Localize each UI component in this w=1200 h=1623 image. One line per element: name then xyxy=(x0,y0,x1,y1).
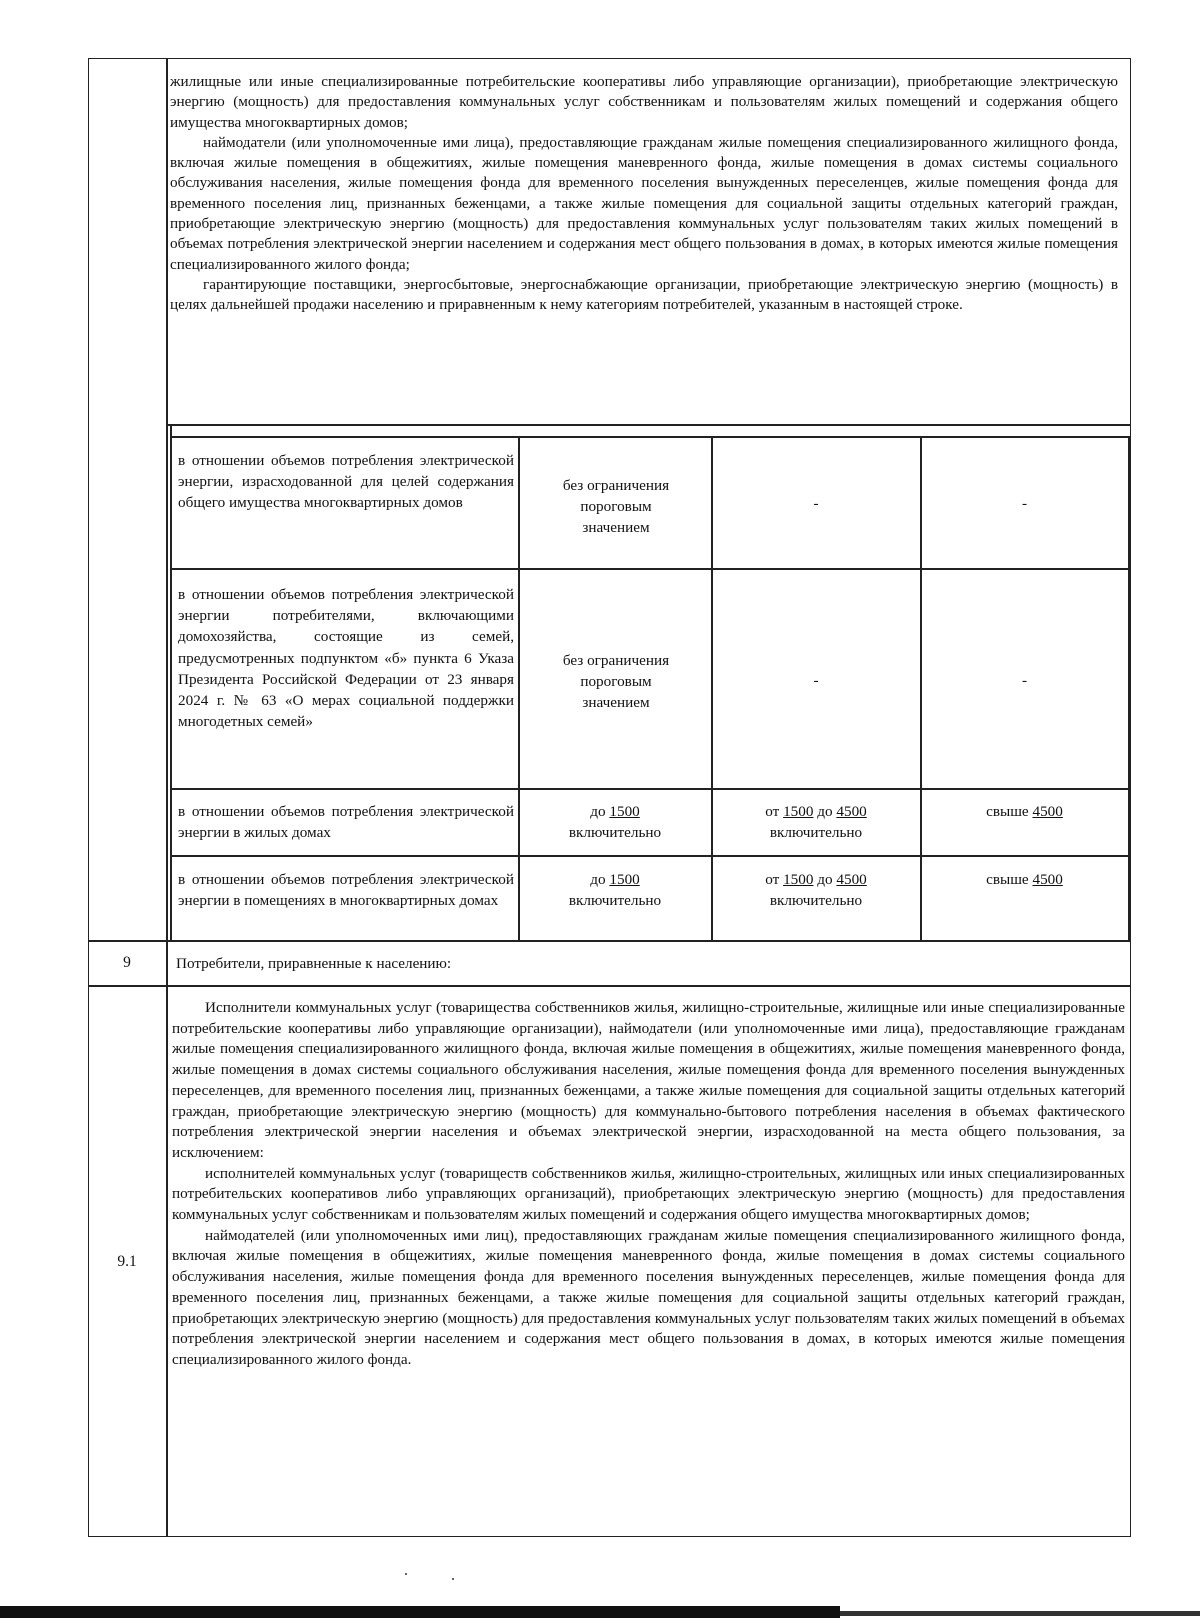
row-1-col2: - xyxy=(813,495,819,512)
desc-column-divider xyxy=(518,436,520,940)
top-text-divider xyxy=(166,424,1131,426)
row-4-col2-threshold-low: 1500 xyxy=(783,871,814,888)
number-column-divider xyxy=(166,58,168,1537)
row-3-col1 xyxy=(519,801,711,843)
scan-edge-bar xyxy=(0,1606,840,1618)
top-paragraph-1: жилищные или иные специализированные потребительские кооперативы либо управляющие организации), приобретающие электрическую энергию (мощность) для предоставления коммунальных услуг собственникам и пользователям жилых помещений и содержания общего имущества многоквартирных домов; xyxy=(170,73,1118,131)
section-9-1-paragraph-1: Исполнители коммунальных услуг (товарищества собственников жилья, жилищно-строительные, жилищные или иные специализированные потребительские кооперативы либо управляющие организации), наймодатели (или уполномоченные ими лица), предоставляющие гражданам жилые помещения специализированного жилищного фонда, включая жилые помещения в общежитиях, жилые помещения маневренного фонда, жилые помещения в домах системы социального обслуживания населения, жилые помещения фонда для временного поселения вынужденных переселенцев, для временного поселения лиц, признанных беженцами, а также жилые помещения для социальной защиты отдельных категорий граждан, приобретающие электрическую энергию (мощность) для коммунально-бытового потребления населения в объемах фактического потребления электрической энергии населения и объемах электрической энергии, израсходованной на места общего пользования, за исключением: xyxy=(172,999,1125,1161)
row-3-description: в отношении объемов потребления электрической энергии в жилых домах xyxy=(178,803,514,842)
row-3-col3 xyxy=(921,801,1128,822)
row-4-col3-threshold: 4500 xyxy=(1032,871,1063,888)
row-3-col3-threshold: 4500 xyxy=(1032,803,1063,820)
section-9-1-paragraph-2: исполнителей коммунальных услуг (товариществ собственников жилья, жилищно-строительных, жилищных или иных специализированных потребительских кооперативов либо управляющих организаций), приобретающих электрическую энергию (мощность) для предоставления коммунальных услуг собственникам и пользователям жилых помещений и содержания общего имущества многоквартирных домов; xyxy=(172,1164,1125,1224)
row-3-col2-prefix: от xyxy=(765,803,784,820)
row-3-col2 xyxy=(712,801,920,843)
row-3-col2-mid: до xyxy=(813,803,837,820)
row-divider-2 xyxy=(170,788,1130,790)
row-4-col2-threshold-high: 4500 xyxy=(836,871,867,888)
row-4-col1-prefix: до xyxy=(590,871,610,888)
row-4-col1-threshold: 1500 xyxy=(609,871,640,888)
row-4-description: в отношении объемов потребления электрической энергии в помещениях в многоквартирных домах xyxy=(178,871,514,910)
row-3-col2-suffix: включительно xyxy=(769,824,863,842)
section-9-divider xyxy=(88,985,1131,987)
row-4-col2 xyxy=(712,869,920,911)
row-2-col1: без ограничения пороговым значением xyxy=(562,652,670,712)
section-9-1-text xyxy=(172,998,1125,1528)
inner-table-right-border xyxy=(1128,436,1130,940)
row-2-col2: - xyxy=(813,672,819,689)
row-3-col2-threshold-high: 4500 xyxy=(836,803,867,820)
inner-table-top-border xyxy=(170,436,1130,438)
inner-table-bottom-border xyxy=(88,940,1131,942)
row-4-col2-suffix: включительно xyxy=(769,892,863,910)
row-1-col3: - xyxy=(1021,495,1028,512)
row-3-col1-threshold: 1500 xyxy=(609,803,640,820)
row-3-col1-suffix: включительно xyxy=(568,824,662,842)
row-4-col2-prefix: от xyxy=(765,871,784,888)
section-9-title: Потребители, приравненные к населению: xyxy=(176,955,452,972)
row-3-col3-prefix: свыше xyxy=(986,803,1033,820)
row-2-description: в отношении объемов потребления электрической энергии потребителями, включающими домохозяйства, состоящие из семей, предусмотренных подпунктом «б» пункта 6 Указа Президента Российской Федерации от 23 января 2024 г. № 63 «О мерах социальной поддержки многодетных семей» xyxy=(178,586,514,731)
scan-speck xyxy=(405,1573,407,1575)
row-divider-1 xyxy=(170,568,1130,570)
top-paragraph-2: наймодатели (или уполномоченные ими лица), предоставляющие гражданам жилые помещения специализированного жилищного фонда, включая жилые помещения в общежитиях, жилые помещения маневренного фонда, жилые помещения в домах системы социального обслуживания населения, жилые помещения фонда для временного поселения вынужденных переселенцев, жилые помещения фонда для временного поселения лиц, признанных беженцами, а также жилые помещения для социальной защиты отдельных категорий граждан, приобретающие электрическую энергию (мощность) для предоставления коммунальных услуг пользователям таких жилых помещений в объемах потребления электрической энергии населением и содержания мест общего пользования в домах, в которых имеются жилые помещения специализированного жилого фонда; xyxy=(170,133,1118,273)
top-paragraph-3: гарантирующие поставщики, энергосбытовые, энергоснабжающие организации, приобретающие электрическую энергию (мощность) в целях дальнейшей продажи населению и приравненным к нему категориям потребителей, указанным в настоящей строке. xyxy=(170,275,1118,314)
section-9-1-number: 9.1 xyxy=(117,1253,137,1270)
row-3-col2-threshold-low: 1500 xyxy=(783,803,814,820)
row-4-col1 xyxy=(519,869,711,911)
row-1-description: в отношении объемов потребления электрической энергии, израсходованной для целей содержания общего имущества многоквартирных домов xyxy=(178,452,514,512)
row-4-col3-prefix: свыше xyxy=(986,871,1033,888)
section-9-number: 9 xyxy=(123,954,131,971)
row-4-col3 xyxy=(921,869,1128,890)
row-1-col1: без ограничения пороговым значением xyxy=(562,477,670,537)
scan-edge-bar-right xyxy=(840,1611,1200,1616)
row-divider-3 xyxy=(170,855,1130,857)
top-text-block xyxy=(170,72,1118,424)
row-2-col3: - xyxy=(1021,672,1028,689)
scan-speck xyxy=(452,1578,454,1580)
row-3-col1-prefix: до xyxy=(590,803,610,820)
row-4-col1-suffix: включительно xyxy=(568,892,662,910)
row-4-col2-mid: до xyxy=(813,871,837,888)
section-9-1-paragraph-3: наймодателей (или уполномоченных ими лиц), предоставляющих гражданам жилые помещения специализированного жилищного фонда, включая жилые помещения в общежитиях, жилые помещения маневренного фонда, жилые помещения в домах системы социального обслуживания населения, жилые помещения фонда для временного поселения вынужденных переселенцев, жилые помещения фонда для временного поселения лиц, признанных беженцами, а также жилые помещения для социальной защиты отдельных категорий граждан, приобретающих электрическую энергию (мощность) для предоставления коммунальных услуг пользователям таких жилых помещений в объемах потребления электрической энергии населением и содержания мест общего пользования в домах, в которых имеются жилые помещения специализированного жилого фонда. xyxy=(172,1226,1125,1368)
